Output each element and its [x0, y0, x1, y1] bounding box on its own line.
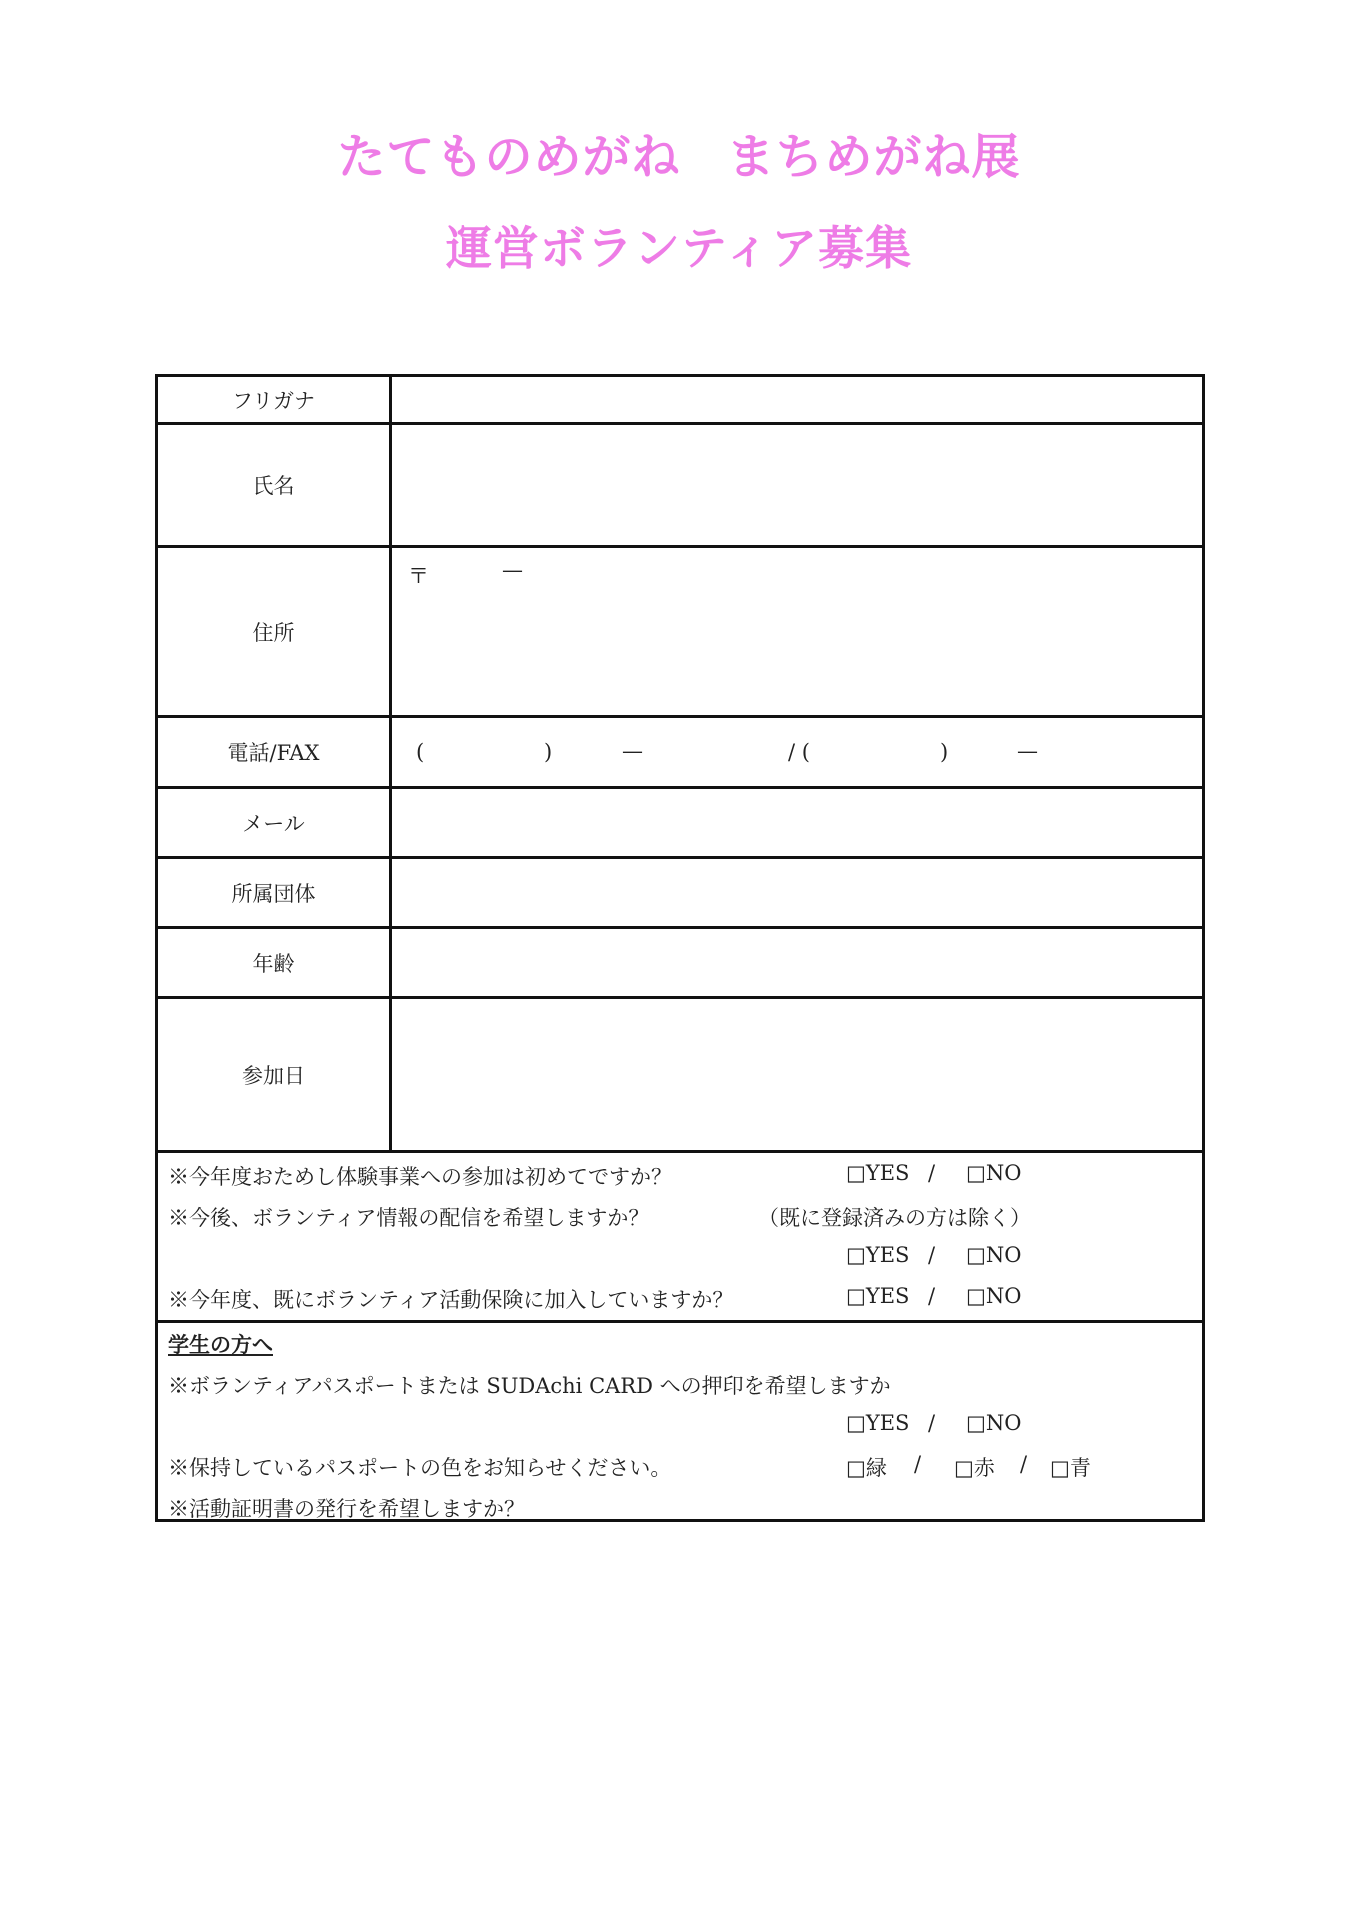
phone-slash-open: / (	[788, 740, 810, 764]
question-certificate: ※活動証明書の発行を希望しますか？	[168, 1497, 525, 1521]
s2-separator-2: /	[1020, 1452, 1028, 1476]
red-checkbox[interactable]: □赤	[954, 1456, 995, 1480]
q2-separator: /	[928, 1243, 936, 1267]
phone-close2: )	[940, 740, 949, 764]
s1-yes-checkbox[interactable]: □YES	[846, 1411, 910, 1435]
title-part-b: まちめがね展	[726, 129, 1021, 185]
question-insurance: ※今年度、既にボランティア活動保険に加入していますか？	[168, 1288, 734, 1312]
postal-mark: 〒	[408, 564, 429, 588]
phone-close1: )	[544, 740, 553, 764]
page-title-line1	[0, 118, 1358, 187]
green-checkbox[interactable]: □緑	[846, 1456, 887, 1480]
label-address: 住所	[158, 548, 392, 715]
label-dates: 参加日	[158, 999, 392, 1150]
phone-dash2: —	[1017, 739, 1038, 763]
phone-open1: (	[416, 740, 425, 764]
label-name: 氏名	[158, 425, 392, 545]
label-furigana: フリガナ	[158, 377, 392, 422]
row-email	[158, 789, 1202, 859]
students-heading: 学生の方へ	[168, 1332, 273, 1357]
input-affiliation[interactable]	[392, 859, 1202, 926]
q3-yes-checkbox[interactable]: □YES	[846, 1284, 910, 1308]
q3-no-checkbox[interactable]: □NO	[966, 1284, 1022, 1308]
label-affiliation: 所属団体	[158, 859, 392, 926]
s1-no-checkbox[interactable]: □NO	[966, 1411, 1022, 1435]
label-age: 年齢	[158, 929, 392, 996]
blue-checkbox[interactable]: □青	[1050, 1456, 1091, 1480]
input-furigana[interactable]	[392, 377, 1202, 422]
input-address[interactable]	[392, 548, 1202, 715]
label-phone: 電話/FAX	[158, 718, 392, 786]
students-section	[158, 1323, 1202, 1522]
row-furigana	[158, 377, 1202, 425]
row-phone	[158, 718, 1202, 789]
question-passport-stamp: ※ボランティアパスポートまたは SUDAchi CARD への押印を希望しますか	[168, 1374, 891, 1398]
row-dates	[158, 999, 1202, 1153]
application-form	[155, 374, 1205, 1522]
row-name	[158, 425, 1202, 548]
s1-separator: /	[928, 1411, 936, 1435]
question-newsletter: ※今後、ボランティア情報の配信を希望しますか？	[168, 1206, 650, 1230]
question-passport-color: ※保持しているパスポートの色をお知らせください。	[168, 1456, 672, 1480]
q3-separator: /	[928, 1284, 936, 1308]
input-email[interactable]	[392, 789, 1202, 856]
q2-no-checkbox[interactable]: □NO	[966, 1243, 1022, 1267]
q2-yes-checkbox[interactable]: □YES	[846, 1243, 910, 1267]
phone-dash1: —	[622, 739, 643, 763]
row-address	[158, 548, 1202, 718]
q1-no-checkbox[interactable]: □NO	[966, 1161, 1022, 1185]
label-email: メール	[158, 789, 392, 856]
input-age[interactable]	[392, 929, 1202, 996]
questions-section	[158, 1153, 1202, 1323]
q1-separator: /	[928, 1161, 936, 1185]
postal-dash: —	[502, 558, 523, 582]
s2-separator-1: /	[914, 1452, 922, 1476]
input-phone[interactable]	[392, 718, 1202, 786]
input-name[interactable]	[392, 425, 1202, 545]
title-part-a: たてものめがね	[337, 129, 681, 185]
question-first-time: ※今年度おためし体験事業への参加は初めてですか？	[168, 1165, 672, 1189]
q2-note: （既に登録済みの方は除く）	[758, 1206, 1031, 1230]
input-dates[interactable]	[392, 999, 1202, 1150]
row-affiliation	[158, 859, 1202, 929]
page-title-line2: 運営ボランティア募集	[445, 221, 913, 275]
q1-yes-checkbox[interactable]: □YES	[846, 1161, 910, 1185]
row-age	[158, 929, 1202, 999]
